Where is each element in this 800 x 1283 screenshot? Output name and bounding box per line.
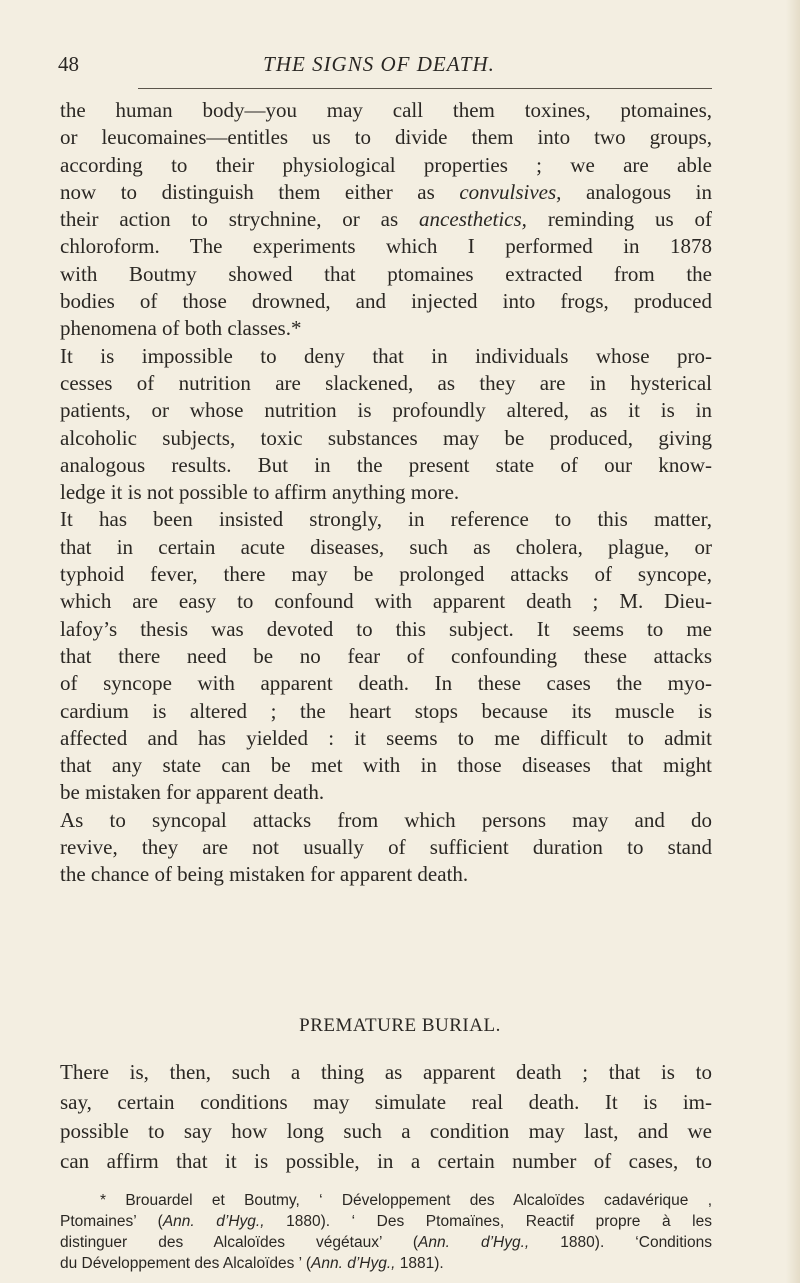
text-line: chloroform. The experiments which I performed in 1878 xyxy=(60,234,712,259)
text-line: phenomena of both classes.* xyxy=(60,316,302,341)
text-line: bodies of those drowned, and injected into frogs, produced xyxy=(60,289,712,314)
text-line: of syncope with apparent death. In these cases the myo- xyxy=(60,671,712,696)
text-line: according to their physiological properties ; we are able xyxy=(60,152,712,177)
text-line: lafoy’s thesis was devoted to this subject. It seems to me xyxy=(60,616,712,641)
footnote-fragment: 1881). xyxy=(395,1255,444,1272)
footnote-fragment: 1880). ‘ Des Ptomaïnes, Reactif propre à les xyxy=(264,1213,712,1230)
text-line: cardium is altered ; the heart stops because its muscle is xyxy=(60,698,712,723)
footnote xyxy=(60,1190,712,1274)
text-line: the human body—you may call them toxines, ptomaines, xyxy=(60,98,712,122)
main-text-section1 xyxy=(60,97,712,889)
main-text-section2 xyxy=(60,1058,712,1176)
text-line xyxy=(60,206,712,233)
text-line xyxy=(60,179,712,206)
text-fragment: reminding us of xyxy=(547,207,713,232)
text-line: cesses of nutrition are slackened, as they are in hysterical xyxy=(60,370,712,395)
section-heading: PREMATURE BURIAL. xyxy=(299,1015,501,1036)
text-line: alcoholic subjects, toxic substances may be produced, giving xyxy=(60,425,712,450)
text-line: with Boutmy showed that ptomaines extracted from the xyxy=(60,261,712,286)
text-line: ledge it is not possible to affirm anything more. xyxy=(60,480,460,505)
text-fragment: their action to strychnine, or as xyxy=(60,207,399,232)
footnote-fragment: du Développement des Alcaloïdes ’ ( xyxy=(60,1255,312,1272)
text-fragment: analogous in xyxy=(585,179,712,204)
text-line: possible to say how long such a condition may last, and we xyxy=(60,1119,712,1143)
footnote-line xyxy=(60,1211,712,1232)
italic-term-anaesthetics: ancesthetics, xyxy=(419,207,527,232)
footnote-fragment: Ptomaines’ ( xyxy=(60,1213,163,1230)
footnote-line: * Brouardel et Boutmy, ‘ Développement des Alcaloïdes cadavérique , xyxy=(100,1192,712,1209)
text-line: It is impossible to deny that in individuals whose pro- xyxy=(60,343,712,368)
journal-citation: Ann. d’Hyg., xyxy=(162,1213,265,1230)
italic-term-convulsives: convulsives, xyxy=(459,179,562,204)
text-line: It has been insisted strongly, in reference to this matter, xyxy=(60,507,712,532)
text-line: which are easy to confound with apparent death ; M. Dieu- xyxy=(60,589,712,614)
text-line: typhoid fever, there may be prolonged attacks of syncope, xyxy=(60,562,712,587)
header-rule xyxy=(138,88,712,89)
text-line: revive, they are not usually of sufficient duration to stand xyxy=(60,835,712,860)
text-fragment: now to distinguish them either as xyxy=(60,179,435,204)
text-line: analogous results. But in the present state of our know- xyxy=(60,452,712,477)
text-line: that in certain acute diseases, such as cholera, plague, or xyxy=(60,534,712,559)
text-line: the chance of being mistaken for apparent death. xyxy=(60,862,469,887)
text-line: can affirm that it is possible, in a certain number of cases, to xyxy=(60,1148,712,1173)
text-line: be mistaken for apparent death. xyxy=(60,780,325,805)
text-line: patients, or whose nutrition is profoundly altered, as it is in xyxy=(60,398,712,423)
journal-citation: Ann. d’Hyg., xyxy=(311,1255,396,1272)
text-line: affected and has yielded : it seems to me difficult to admit xyxy=(60,725,712,750)
running-title: THE SIGNS OF DEATH. xyxy=(263,52,495,76)
journal-citation: Ann. d’Hyg., xyxy=(418,1234,530,1251)
text-line: that any state can be met with in those diseases that might xyxy=(60,753,712,778)
text-line: or leucomaines—entitles us to divide them into two groups, xyxy=(60,125,712,150)
page-number: 48 xyxy=(58,52,79,76)
footnote-line xyxy=(60,1232,712,1253)
footnote-fragment: 1880). ‘Conditions xyxy=(529,1234,712,1251)
page-header xyxy=(58,52,700,88)
text-line: As to syncopal attacks from which persons may and do xyxy=(60,807,712,832)
text-line: say, certain conditions may simulate real death. It is im- xyxy=(60,1089,712,1114)
text-line: that there need be no fear of confounding these attacks xyxy=(60,643,712,668)
footnote-line xyxy=(60,1253,712,1274)
page-edge-shadow xyxy=(786,0,800,1283)
footnote-fragment: distinguer des Alcaloïdes végétaux’ ( xyxy=(60,1234,419,1251)
text-line: There is, then, such a thing as apparent death ; that is to xyxy=(60,1060,712,1084)
